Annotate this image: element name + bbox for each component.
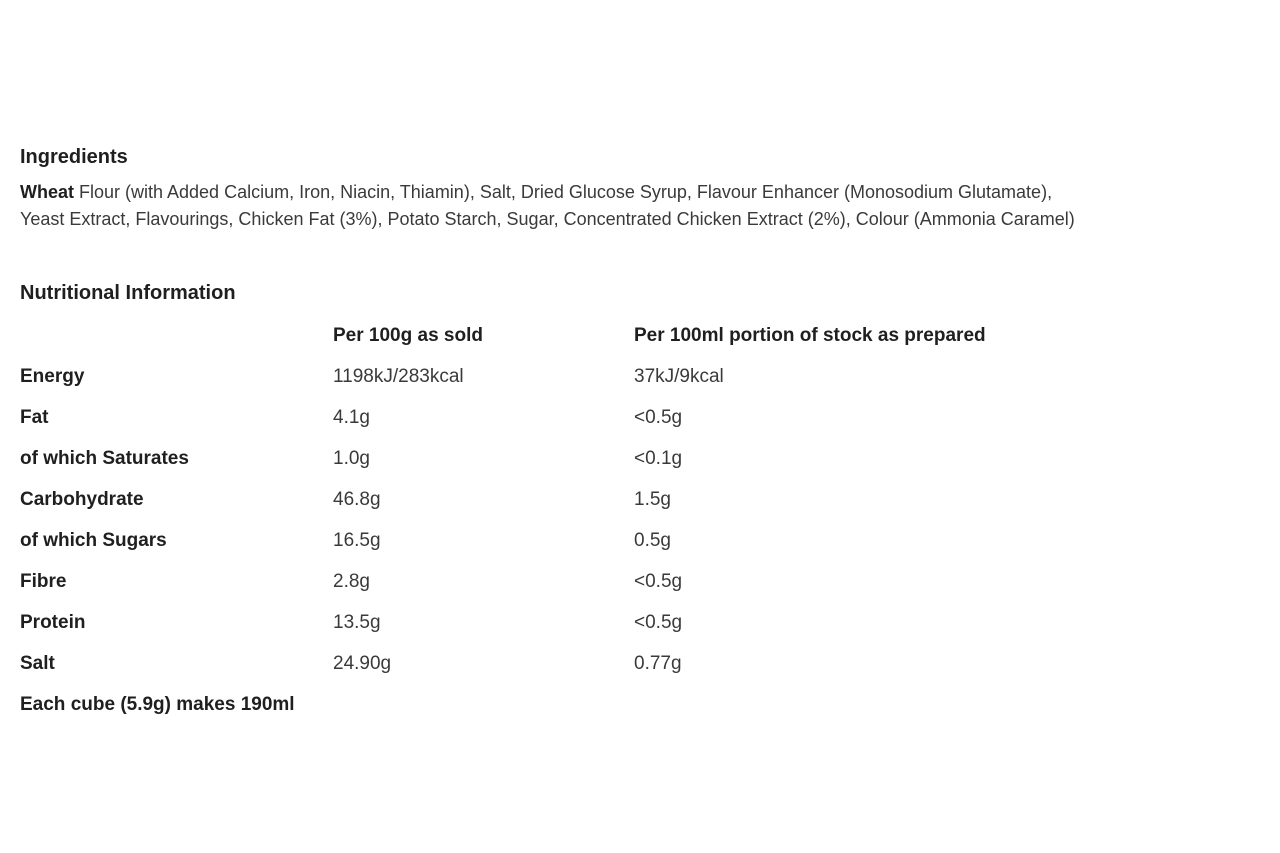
- product-info: [20, 145, 1270, 725]
- per-100g-value: 16.5g: [333, 529, 381, 551]
- table-row: [20, 561, 1134, 602]
- per-100ml-value: 0.77g: [634, 652, 682, 674]
- ingredients-heading: Ingredients: [20, 146, 128, 168]
- per-100g-value: 4.1g: [333, 406, 370, 428]
- per-100ml-value: <0.5g: [634, 611, 683, 633]
- per-100g-value: 2.8g: [333, 570, 370, 592]
- per-100g-value: 1.0g: [333, 447, 370, 469]
- ingredients-allergen: Wheat: [20, 182, 74, 202]
- ingredients-line-1-text: Flour (with Added Calcium, Iron, Niacin, Thiamin), Salt, Dried Glucose Syrup, Flavour Enhancer (Monosodium Glutamate),: [74, 182, 1053, 202]
- per-100g-value: 13.5g: [333, 611, 381, 633]
- table-row: [20, 397, 1134, 438]
- ingredients-list: [20, 179, 1270, 233]
- per-100ml-value: 1.5g: [634, 488, 671, 510]
- per-100ml-value: 37kJ/9kcal: [634, 365, 724, 387]
- nutrient-label: Fibre: [20, 570, 67, 592]
- nutrition-heading: Nutritional Information: [20, 282, 236, 304]
- per-100ml-value: 0.5g: [634, 529, 671, 551]
- nutrient-label: Protein: [20, 611, 86, 633]
- table-row: [20, 356, 1134, 397]
- column-header-per-100ml: Per 100ml portion of stock as prepared: [634, 324, 986, 346]
- per-100ml-value: <0.5g: [634, 406, 683, 428]
- column-header-per-100g: Per 100g as sold: [333, 324, 483, 346]
- ingredients-line-2: Yeast Extract, Flavourings, Chicken Fat (3%), Potato Starch, Sugar, Concentrated Chicken Extract (2%), Colour (Ammonia Caramel): [20, 209, 1075, 229]
- per-100g-value: 1198kJ/283kcal: [333, 365, 464, 387]
- nutrient-label: Fat: [20, 406, 49, 428]
- nutrient-label: of which Saturates: [20, 447, 189, 469]
- nutrient-label: Carbohydrate: [20, 488, 144, 510]
- table-row: [20, 520, 1134, 561]
- nutrition-table: [20, 315, 1134, 684]
- table-row: [20, 643, 1134, 684]
- nutrient-label: of which Sugars: [20, 529, 167, 551]
- column-header-nutrient: [20, 315, 333, 356]
- table-row: [20, 602, 1134, 643]
- nutrition-header-row: [20, 315, 1134, 356]
- table-row: [20, 479, 1134, 520]
- nutrient-label: Energy: [20, 365, 85, 387]
- table-row: [20, 438, 1134, 479]
- per-100g-value: 24.90g: [333, 652, 392, 674]
- per-100ml-value: <0.1g: [634, 447, 683, 469]
- serving-note: Each cube (5.9g) makes 190ml: [20, 694, 295, 715]
- ingredients-line-1: [20, 179, 1270, 206]
- per-100ml-value: <0.5g: [634, 570, 683, 592]
- nutrient-label: Salt: [20, 652, 55, 674]
- per-100g-value: 46.8g: [333, 488, 381, 510]
